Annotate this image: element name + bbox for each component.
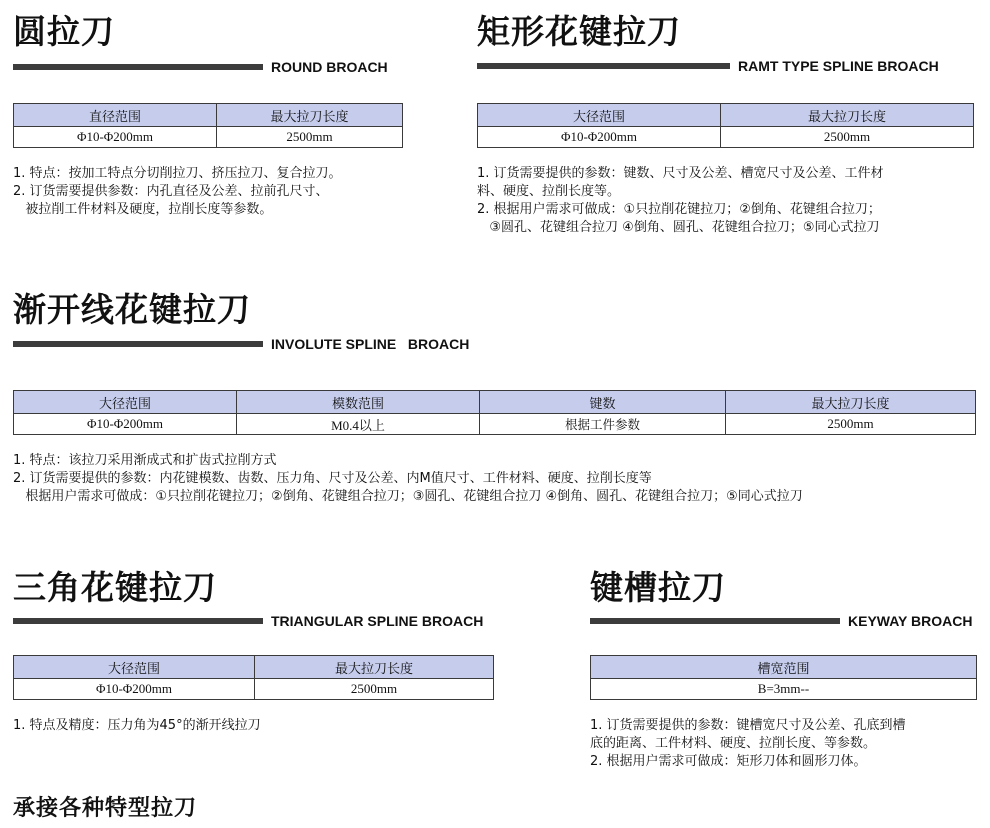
table-cell: 2500mm [255,679,494,700]
note-line: 被拉削工件材料及硬度，拉削长度等参数。 [13,202,273,217]
table-header-cell: 键数 [480,391,726,414]
table-header-cell: 大径范围 [478,104,721,127]
table-header-cell: 直径范围 [14,104,217,127]
table-header-row [14,391,976,414]
triangular-spline-broach-notes [13,717,261,735]
table-header-cell: 最大拉刀长度 [721,104,974,127]
involute-spline-broach-subtitle-row [13,336,469,352]
table-cell: 2500mm [217,127,403,148]
title-underline-bar [477,63,730,69]
note-line: 2. 根据用户需求可做成：①只拉削花键拉刀；②倒角、花键组合拉刀； [477,202,881,217]
rect-spline-broach-spec-table [477,103,974,148]
note-line: 根据用户需求可做成：①只拉削花键拉刀；②倒角、花键组合拉刀；③圆孔、花键组合拉刀 ④倒角、圆孔、花键组合拉刀；⑤同心式拉刀 [13,489,803,504]
note-line: 2. 根据用户需求可做成：矩形刀体和圆形刀体。 [590,754,867,769]
table-cell: B=3mm-- [591,679,977,700]
table-header-cell: 槽宽范围 [591,656,977,679]
note-line: 1. 特点：该拉刀采用渐成式和扩齿式拉削方式 [13,453,277,468]
table-header-row [478,104,974,127]
round-broach-notes [13,165,342,219]
table-row [14,127,403,148]
table-header-row [14,104,403,127]
table-cell: Φ10-Φ200mm [478,127,721,148]
table-cell: Φ10-Φ200mm [14,679,255,700]
table-header-cell: 大径范围 [14,391,237,414]
title-underline-bar [13,618,263,624]
table-header-row [14,656,494,679]
keyway-broach-subtitle-row [590,613,972,629]
table-header-cell: 最大拉刀长度 [255,656,494,679]
note-line: 1. 特点：按加工特点分切削拉刀、挤压拉刀、复合拉刀。 [13,166,342,181]
table-cell: 2500mm [726,414,976,435]
round-broach-subtitle: ROUND BROACH [271,59,388,75]
table-row [14,414,976,435]
note-line: 1. 订货需要提供的参数：键数、尺寸及公差、槽宽尺寸及公差、工件材 [477,166,884,181]
title-underline-bar [590,618,840,624]
keyway-broach-notes [590,717,906,771]
note-line: ③圆孔、花键组合拉刀 ④倒角、圆孔、花键组合拉刀；⑤同心式拉刀 [477,220,880,235]
rect-spline-broach-title: 矩形花键拉刀 [477,12,681,51]
keyway-broach-title: 键槽拉刀 [590,568,726,607]
rect-spline-broach-subtitle: RAMT TYPE SPLINE BROACH [738,58,939,74]
special-broach-heading: 承接各种特型拉刀 [13,796,198,821]
table-row [14,679,494,700]
note-line: 2. 订货需要提供的参数：内花键模数、齿数、压力角、尺寸及公差、内M值尺寸、工件材料、硬度、拉削长度等 [13,471,652,486]
involute-spline-broach-spec-table [13,390,976,435]
title-underline-bar [13,341,263,347]
note-line: 2. 订货需要提供参数：内孔直径及公差、拉前孔尺寸、 [13,184,329,199]
triangular-spline-broach-title: 三角花键拉刀 [13,568,217,607]
triangular-spline-broach-spec-table [13,655,494,700]
triangular-spline-broach-subtitle-row [13,613,483,629]
table-row [591,679,977,700]
table-cell: Φ10-Φ200mm [14,127,217,148]
table-header-cell: 大径范围 [14,656,255,679]
keyway-broach-spec-table [590,655,977,700]
table-header-row [591,656,977,679]
table-header-cell: 模数范围 [237,391,480,414]
table-cell: Φ10-Φ200mm [14,414,237,435]
triangular-spline-broach-subtitle: TRIANGULAR SPLINE BROACH [271,613,484,629]
rect-spline-broach-subtitle-row [477,58,939,74]
title-underline-bar [13,64,263,70]
note-line: 1. 订货需要提供的参数：键槽宽尺寸及公差、孔底到槽 [590,718,906,733]
note-line: 料、硬度、拉削长度等。 [477,184,621,199]
table-cell: M0.4以上 [237,414,480,435]
involute-spline-broach-title: 渐开线花键拉刀 [13,290,251,329]
round-broach-subtitle-row [13,59,388,75]
table-cell: 根据工件参数 [480,414,726,435]
note-line: 底的距离、工件材料、硬度、拉削长度、等参数。 [590,736,877,751]
table-header-cell: 最大拉刀长度 [726,391,976,414]
round-broach-spec-table [13,103,403,148]
table-cell: 2500mm [721,127,974,148]
involute-spline-broach-notes [13,452,803,506]
note-line: 1. 特点及精度：压力角为45°的渐开线拉刀 [13,718,261,733]
keyway-broach-subtitle: KEYWAY BROACH [848,613,973,629]
round-broach-title: 圆拉刀 [13,12,115,51]
involute-spline-broach-subtitle: INVOLUTE SPLINE BROACH [271,336,470,352]
table-header-cell: 最大拉刀长度 [217,104,403,127]
rect-spline-broach-notes [477,165,884,237]
table-row [478,127,974,148]
